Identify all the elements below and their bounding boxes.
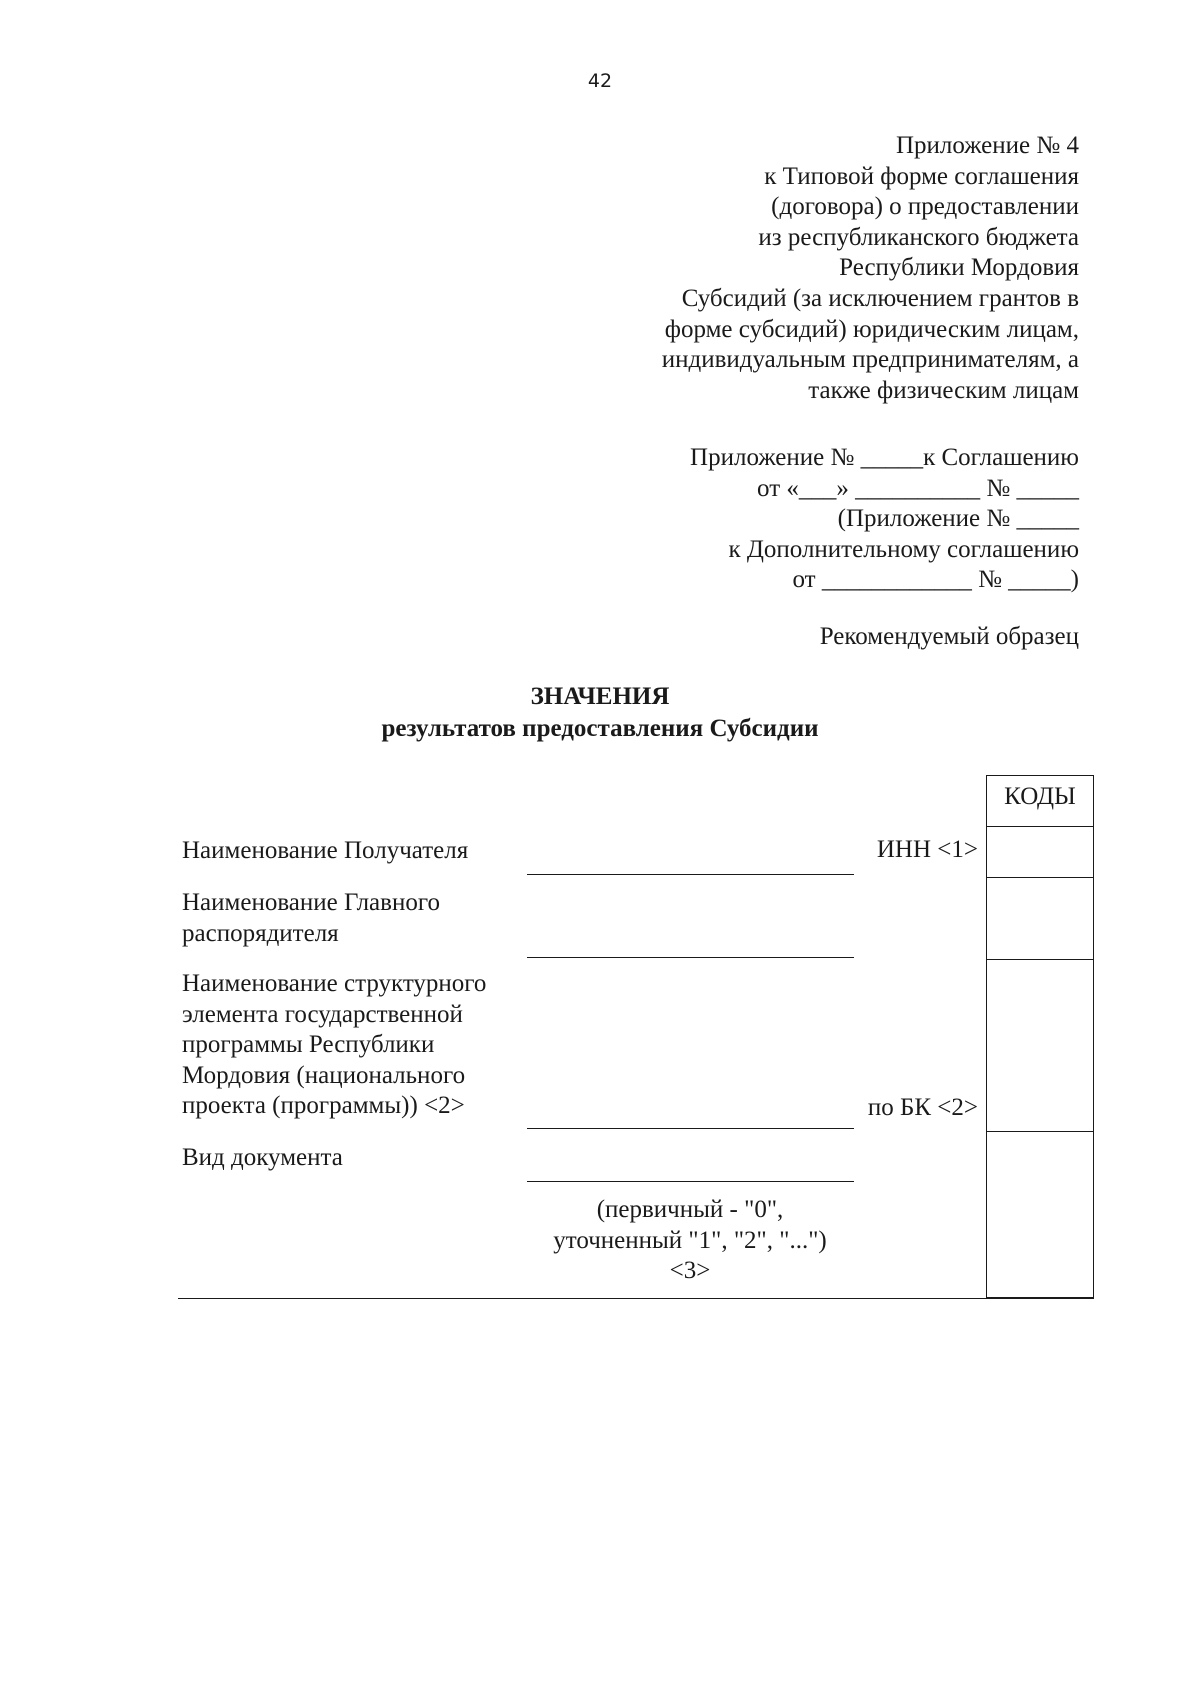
main-manager-fill-line[interactable] bbox=[527, 957, 854, 958]
appendix-line: Республики Мордовия bbox=[839, 254, 1079, 282]
sample-label: Рекомендуемый образец bbox=[819, 623, 1079, 650]
agreement-line: от «___» __________ № _____ bbox=[757, 474, 1079, 502]
document-type-note bbox=[520, 1195, 860, 1287]
note-line: <3> bbox=[669, 1257, 711, 1285]
agreement-line: Приложение № _____к Соглашению bbox=[690, 444, 1079, 471]
note-line: (первичный - "0", bbox=[596, 1196, 784, 1223]
appendix-line: также физическим лицам bbox=[808, 376, 1079, 404]
label-line: Наименование Главного bbox=[182, 889, 440, 916]
structural-element-fill-line[interactable] bbox=[527, 1128, 854, 1129]
document-type-label: Вид документа bbox=[182, 1144, 343, 1171]
label-line: распорядителя bbox=[182, 919, 339, 947]
appendix-line: форме субсидий) юридическим лицам, bbox=[664, 315, 1079, 343]
inn-label: ИНН <1> bbox=[876, 836, 978, 863]
document-title: ЗНАЧЕНИЯ bbox=[530, 683, 670, 710]
codes-column bbox=[986, 775, 1094, 1298]
recipient-label: Наименование Получателя bbox=[182, 837, 469, 864]
structural-element-label bbox=[182, 969, 486, 1122]
document-subtitle: результатов предоставления Субсидии bbox=[381, 715, 819, 742]
codes-divider bbox=[986, 1131, 1094, 1132]
agreement-line: от ____________ № _____) bbox=[792, 566, 1079, 594]
appendix-line: к Типовой форме соглашения bbox=[764, 162, 1079, 190]
agreement-reference bbox=[690, 443, 1079, 596]
label-line: элемента государственной bbox=[182, 1000, 463, 1028]
main-manager-label bbox=[182, 888, 440, 949]
agreement-line: (Приложение № _____ bbox=[837, 505, 1079, 533]
agreement-line: к Дополнительному соглашению bbox=[728, 535, 1079, 563]
codes-divider bbox=[986, 877, 1094, 878]
appendix-line: (договора) о предоставлении bbox=[771, 193, 1079, 221]
document-type-fill-line[interactable] bbox=[527, 1181, 854, 1182]
form-bottom-border bbox=[178, 1298, 1094, 1299]
label-line: программы Республики bbox=[182, 1031, 435, 1059]
codes-divider bbox=[986, 826, 1094, 827]
bk-label: по БК <2> bbox=[867, 1094, 978, 1121]
label-line: Наименование структурного bbox=[182, 970, 487, 997]
label-line: проекта (программы)) <2> bbox=[182, 1092, 465, 1120]
document-title-block bbox=[0, 681, 1200, 745]
appendix-line: Приложение № 4 bbox=[895, 132, 1079, 159]
appendix-line: индивидуальным предпринимателям, а bbox=[661, 346, 1079, 374]
appendix-line: Субсидий (за исключением грантов в bbox=[681, 284, 1079, 312]
codes-header: КОДЫ bbox=[1004, 783, 1076, 810]
label-line: Мордовия (национального bbox=[182, 1061, 466, 1089]
recipient-fill-line[interactable] bbox=[527, 874, 854, 875]
page-number: 42 bbox=[587, 70, 613, 92]
appendix-header bbox=[662, 131, 1079, 406]
note-line: уточненный "1", "2", "...") bbox=[553, 1226, 827, 1254]
appendix-line: из республиканского бюджета bbox=[758, 223, 1079, 251]
codes-divider bbox=[986, 959, 1094, 960]
